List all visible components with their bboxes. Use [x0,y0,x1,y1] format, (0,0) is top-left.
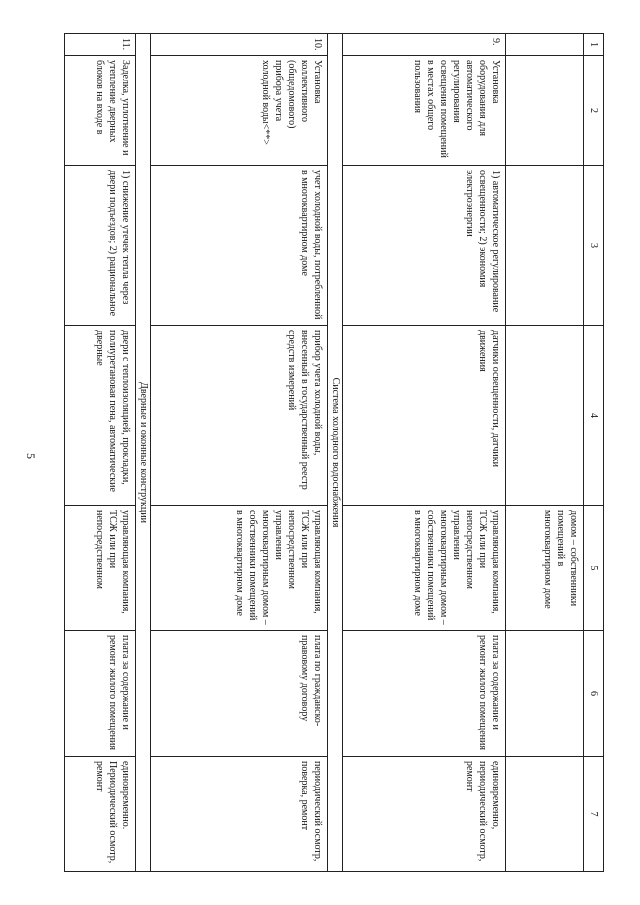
table-cell: учет холодной воды, потребленной в многоквартирном доме [150,166,327,326]
table-cell: управляющая компания, ТСЖ или при непосредственном управлении многоквартирным домом – собственники помещений в многоквартирном доме [343,506,506,631]
column-number: 6 [583,631,603,757]
table-cell: Заделка, уплотнение и утепление дверных блоков на входе в [65,56,136,166]
column-number: 5 [583,506,603,631]
table-row [65,34,136,872]
section-header-row [135,34,150,872]
document-table-rotated [64,33,604,871]
measures-table [64,33,604,872]
section-title: Дверные и оконные конструкции [135,34,150,872]
table-cell: 1) снижение утечек тепла через двери подъездов; 2) рациональное [65,166,136,326]
table-cell: управляющая компания, ТСЖ или при непосредственном [65,506,136,631]
table-cell: Установка оборудования для автоматического регулирования освещения помещений в местах общего пользования [343,56,506,166]
carry-over-row [506,34,583,872]
table-cell: прибор учета холодной воды, внесенный в государственный реестр средств измерений [150,326,327,506]
column-number: 7 [583,757,603,872]
table-cell: плата за содержание и ремонт жилого помещения [343,631,506,757]
page-number: 5 [24,453,38,459]
column-number-row [583,34,603,872]
column-number: 4 [583,326,603,506]
table-row [343,34,506,872]
table-cell: двери с теплоизоляцией, прокладки, полиуретановая пена, автоматические дверные [65,326,136,506]
table-cell: плата по гражданско-правовому договору [150,631,327,757]
table-cell: единовременно. Периодический осмотр, ремонт [65,757,136,872]
table-cell: домом – собственники помещений в многоквартирном доме [506,506,583,631]
section-header-row [328,34,343,872]
table-cell: единовременно, периодический осмотр, ремонт [343,757,506,872]
row-number: 11. [65,34,136,56]
row-number: 9. [343,34,506,56]
table-row [150,34,327,872]
table-cell: плата за содержание и ремонт жилого помещения [65,631,136,757]
table-cell: датчики освещенности, датчики движения [343,326,506,506]
table-cell: Установка коллективного (общедомового) прибора учета холодной воды<**> [150,56,327,166]
table-cell: периодический осмотр, поверка, ремонт [150,757,327,872]
column-number: 3 [583,166,603,326]
table-cell: 1) автоматическое регулирование освещенности; 2) экономия электроэнергии [343,166,506,326]
row-number: 10. [150,34,327,56]
section-title: Система холодного водоснабжения [328,34,343,872]
column-number: 1 [583,34,603,56]
column-number: 2 [583,56,603,166]
table-cell: управляющая компания, ТСЖ или при непосредственном управлении многоквартирным домом – собственники помещений в многоквартирном доме [150,506,327,631]
